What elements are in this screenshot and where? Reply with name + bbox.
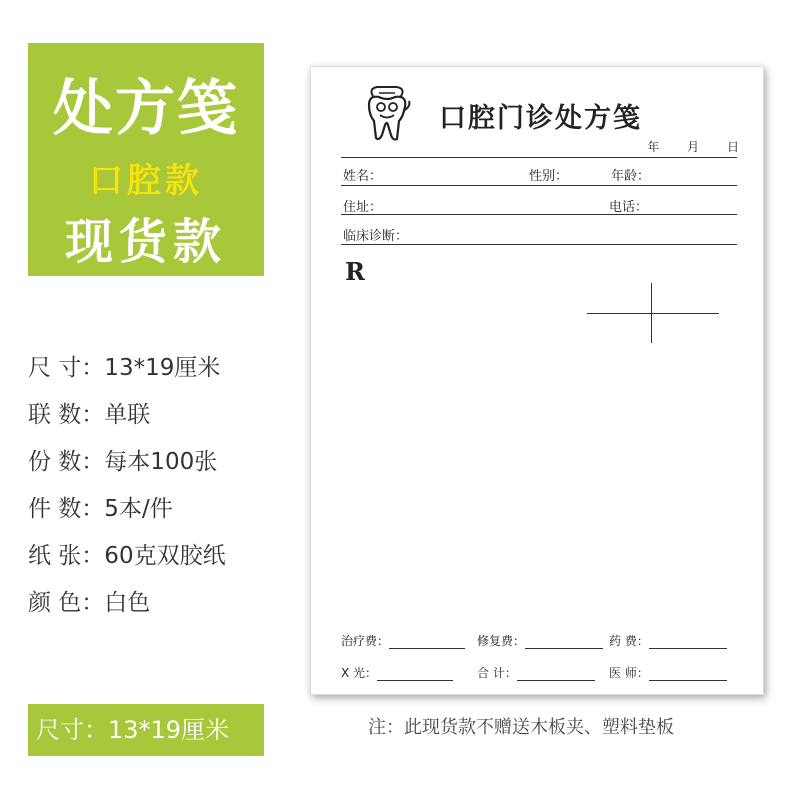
spec-sheets: 份 数：每本100张 bbox=[28, 449, 218, 475]
rule-line bbox=[341, 185, 737, 186]
footnote: 注：此现货款不赠送木板夹、塑料垫板 bbox=[368, 717, 674, 738]
xray-field bbox=[341, 664, 453, 681]
repeat-fee-field bbox=[477, 632, 603, 649]
gender-label: 性别： bbox=[529, 169, 569, 184]
rule-line bbox=[341, 244, 737, 245]
total-field bbox=[477, 664, 595, 681]
banner-stock: 现货款 bbox=[64, 214, 227, 270]
rx-symbol: R bbox=[345, 257, 365, 286]
banner-title: 处方笺 bbox=[53, 74, 239, 144]
cross-mark bbox=[651, 283, 652, 343]
spec-size: 尺 寸：13*19厘米 bbox=[28, 355, 221, 381]
treatment-fee-field bbox=[341, 632, 465, 649]
phone-label: 电话： bbox=[609, 200, 649, 215]
cross-mark bbox=[587, 313, 719, 314]
date-field: 年 月 日 bbox=[647, 140, 739, 154]
treatment-fee-label: 治疗费： bbox=[341, 634, 390, 648]
total-label: 合 计： bbox=[477, 666, 517, 680]
spec-paper: 纸 张：60克双胶纸 bbox=[28, 543, 226, 569]
doctor-label: 医 师： bbox=[609, 666, 649, 680]
doctor-field bbox=[609, 664, 727, 681]
tooth-doctor-icon bbox=[359, 81, 415, 143]
address-label: 住址： bbox=[343, 200, 383, 215]
spec-copies: 联 数：单联 bbox=[28, 402, 151, 428]
medicine-fee-field bbox=[609, 632, 727, 649]
spec-pieces: 件 数：5本/件 bbox=[28, 496, 173, 522]
sheet-title: 口腔门诊处方笺 bbox=[439, 103, 642, 134]
prescription-sheet bbox=[310, 66, 764, 695]
medicine-fee-label: 药 费： bbox=[609, 634, 649, 648]
banner-subtitle: 口腔款 bbox=[89, 161, 203, 201]
spec-list bbox=[28, 345, 226, 627]
name-label: 姓名： bbox=[343, 169, 383, 184]
size-tag: 尺寸：13*19厘米 bbox=[28, 704, 264, 756]
product-banner bbox=[28, 43, 264, 276]
age-label: 年龄： bbox=[611, 169, 651, 184]
rule-line bbox=[341, 157, 737, 158]
spec-color: 颜 色：白色 bbox=[28, 590, 151, 616]
repeat-fee-label: 修复费： bbox=[477, 634, 526, 648]
rule-line bbox=[341, 214, 737, 215]
diagnosis-label: 临床诊断： bbox=[343, 229, 409, 244]
xray-label: X 光： bbox=[341, 666, 378, 680]
